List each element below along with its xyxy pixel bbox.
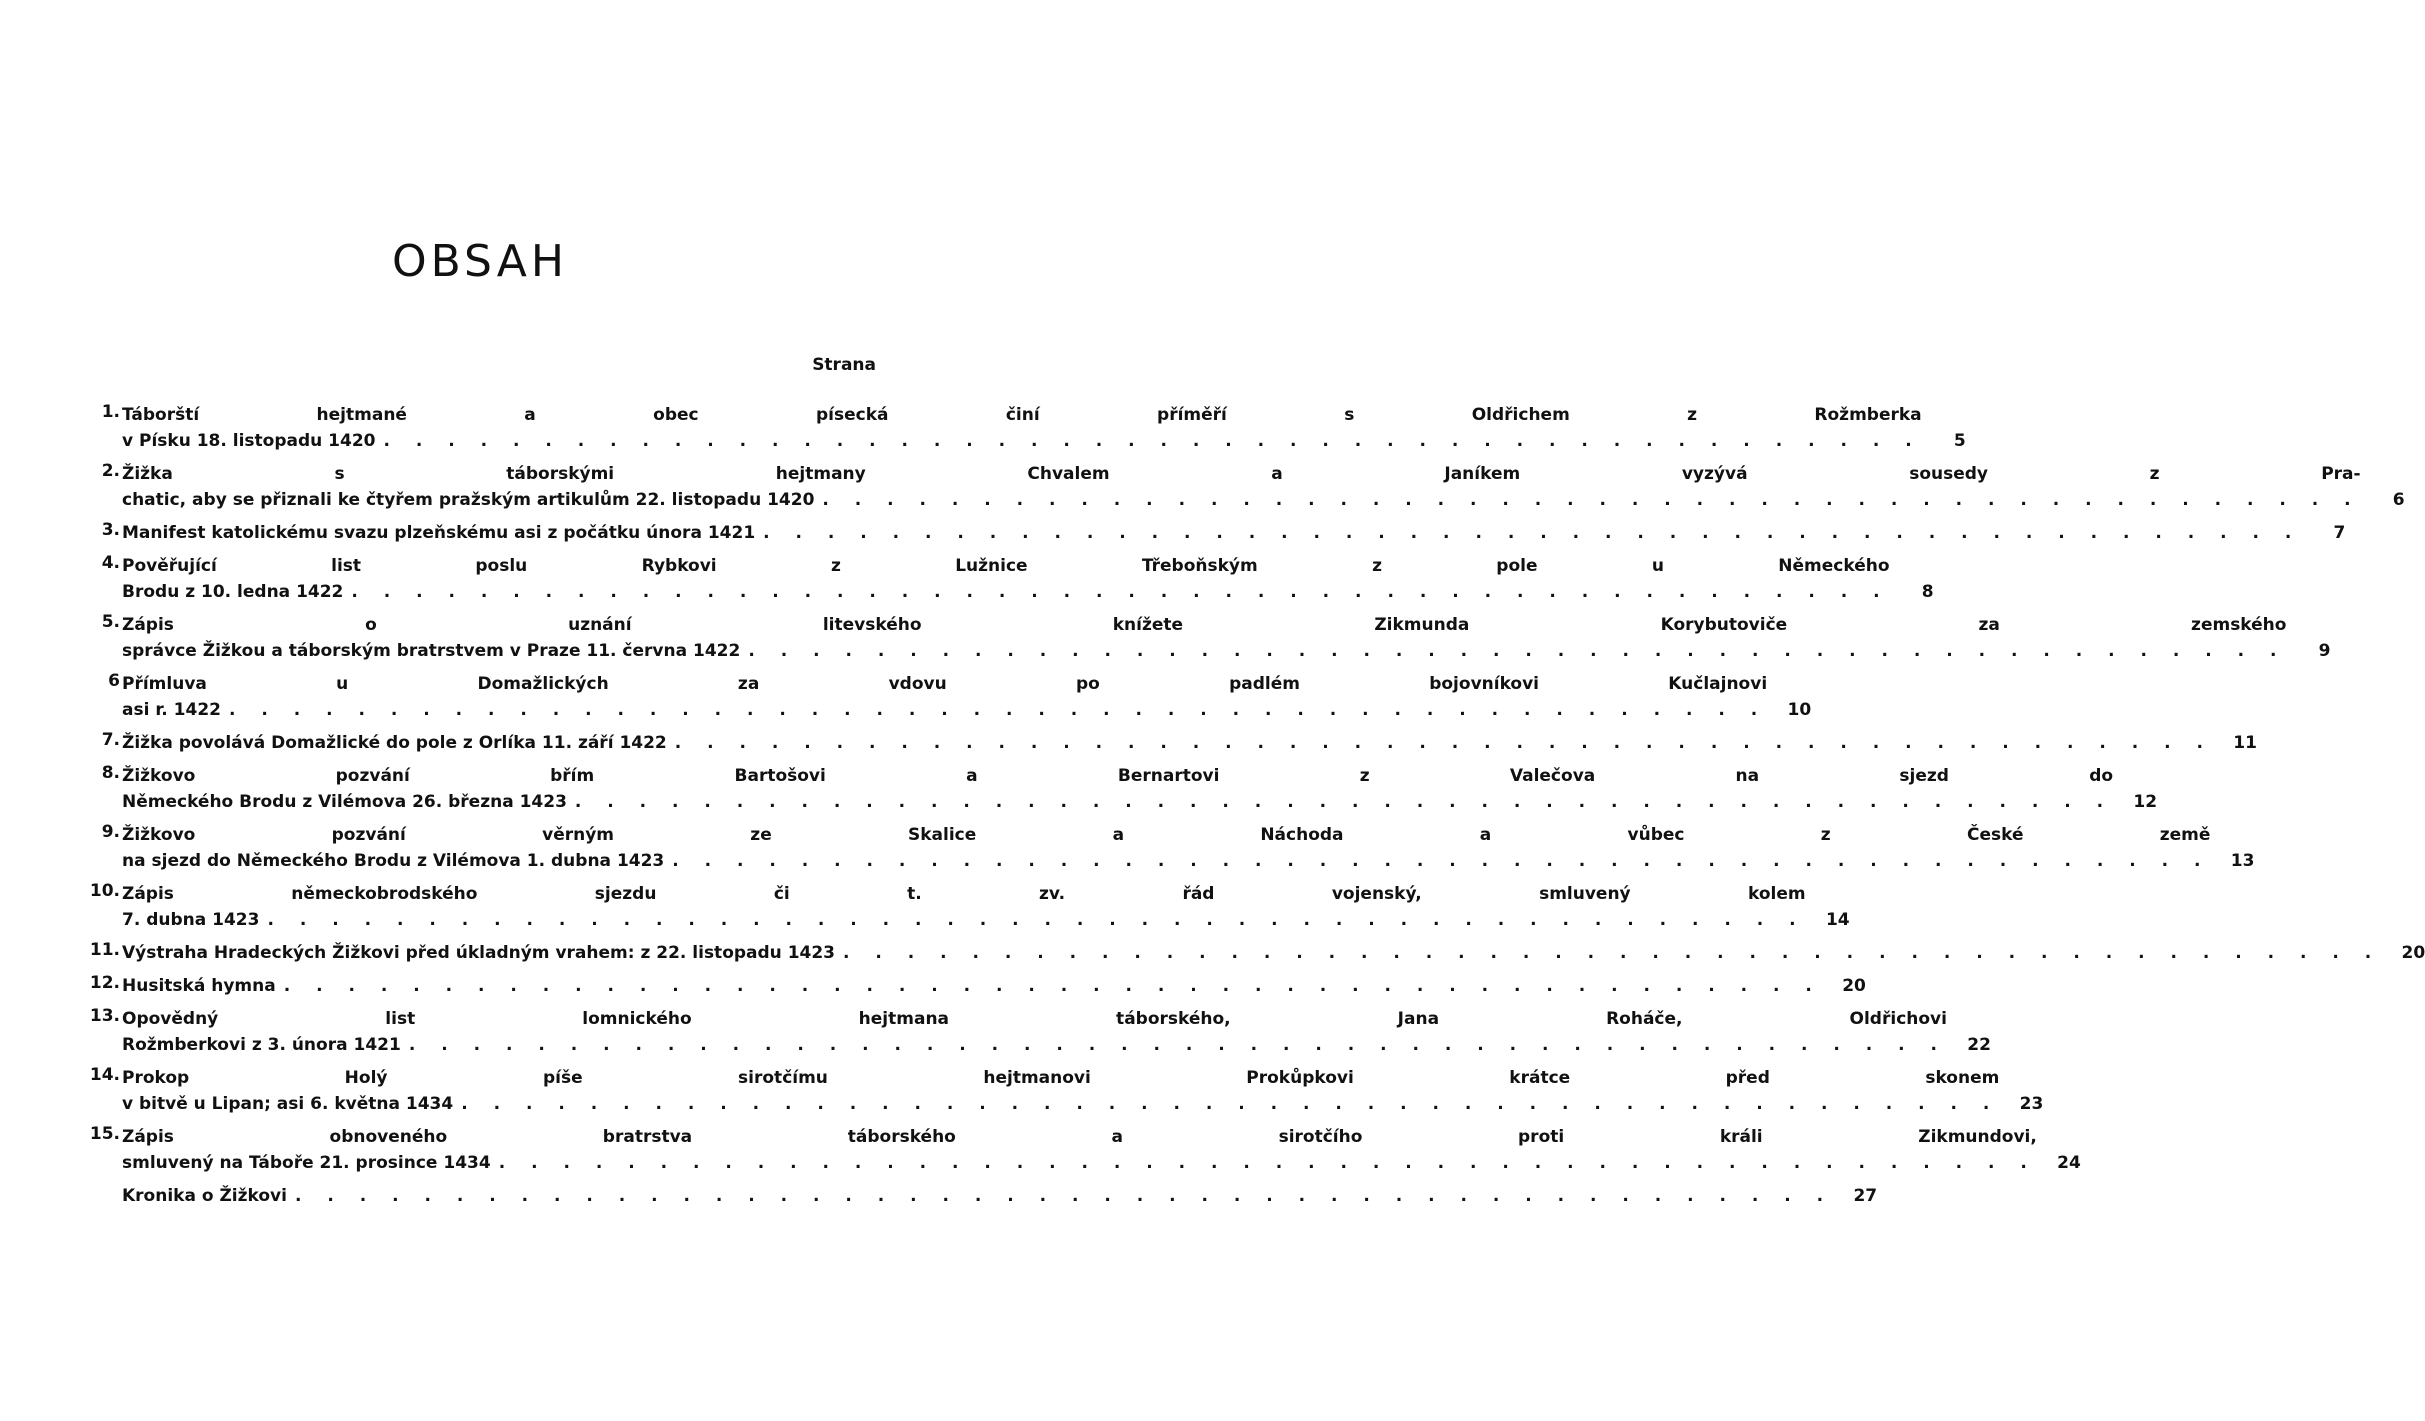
toc-entry-page: 22: [1967, 1035, 1991, 1055]
toc-entry-number: 12.: [89, 973, 120, 993]
toc-entry-text: Žižkovo pozvání věrným ze Skalice a Náchoda a vůbec z České země: [122, 825, 2211, 845]
toc-entry-text: Žižkovo pozvání břím Bartošovi a Bernartovi z Valečova na sjezd do: [122, 766, 2114, 786]
toc-entry-number: 6: [108, 671, 120, 691]
toc-entry-page: 23: [2019, 1094, 2044, 1114]
toc-entry-text: Rožmberkovi z 3. února 1421: [122, 1035, 401, 1055]
toc-entry-text: Zápis německobrodského sjezdu či t. zv. řád vojenský, smluvený kolem: [122, 884, 1806, 904]
page-column-label: Strana: [812, 355, 876, 375]
toc-entry-text: Přímluva u Domažlických za vdovu po padlém bojovníkovi Kučlajnovi: [122, 674, 1768, 694]
toc-entry[interactable]: [82, 612, 2331, 664]
toc-entry[interactable]: [82, 553, 1934, 605]
table-of-contents: [82, 402, 2425, 1216]
dot-leader: . . . . . . . . . . . . . . . . . . . . . . . . . . . . . . . . . . . . . . . . . . . . . . . .: [351, 582, 1890, 602]
toc-entry[interactable]: [82, 461, 2405, 513]
toc-entry[interactable]: [82, 1183, 1878, 1209]
toc-entry-page: 12: [2133, 792, 2158, 812]
toc-entry-text: chatic, aby se přiznali ke čtyřem pražským artikulům 22. listopadu 1420: [122, 490, 815, 510]
toc-entry-page: 13: [2230, 851, 2255, 871]
dot-leader: . . . . . . . . . . . . . . . . . . . . . . . . . . . . . . . . . . . . . . . . . . . . . . . .: [283, 976, 1822, 996]
dot-leader: . . . . . . . . . . . . . . . . . . . . . . . . . . . . . . . . . . . . . . . . . . . . . . . .: [763, 523, 2302, 543]
dot-leader: . . . . . . . . . . . . . . . . . . . . . . . . . . . . . . . . . . . . . . . . . . . . . . . .: [383, 431, 1922, 451]
toc-entry-page: 10: [1787, 700, 1812, 720]
toc-entry-number: [82, 1183, 122, 1209]
toc-entry-text: na sjezd do Německého Brodu z Vilémova 1. dubna 1423: [122, 851, 665, 871]
toc-entry-page: 7: [2333, 523, 2346, 543]
dot-leader: . . . . . . . . . . . . . . . . . . . . . . . . . . . . . . . . . . . . . . . . . . . . . . . .: [672, 851, 2211, 871]
toc-entry-text: v bitvě u Lipan; asi 6. května 1434: [122, 1094, 454, 1114]
toc-entry-text: Žižka povolává Domažlické do pole z Orlíka 11. září 1422: [122, 733, 667, 753]
toc-entry[interactable]: [82, 763, 2158, 815]
toc-entry-page: 27: [1853, 1186, 1878, 1206]
toc-entry-text: Výstraha Hradeckých Žižkovi před úkladným vrahem: z 22. listopadu 1423: [122, 943, 836, 963]
toc-entry-number: 11.: [89, 940, 120, 960]
toc-entry-page: 14: [1825, 910, 1850, 930]
dot-leader: . . . . . . . . . . . . . . . . . . . . . . . . . . . . . . . . . . . . . . . . . . . . . . . .: [461, 1094, 2000, 1114]
toc-entry-text: Manifest katolickému svazu plzeňskému asi z počátku února 1421: [122, 523, 756, 543]
toc-entry-text: Pověřující list poslu Rybkovi z Lužnice Třeboňským z pole u Německého: [122, 556, 1890, 576]
toc-entry-number: 8.: [101, 763, 120, 783]
toc-entry[interactable]: [82, 1065, 2044, 1117]
toc-entry-text: smluvený na Táboře 21. prosince 1434: [122, 1153, 491, 1173]
toc-entry-page: 5: [1953, 431, 1966, 451]
toc-entry[interactable]: [82, 822, 2255, 874]
toc-entry-text: Táborští hejtmané a obec písecká činí příměří s Oldřichem z Rožmberka: [122, 405, 1922, 425]
dot-leader: . . . . . . . . . . . . . . . . . . . . . . . . . . . . . . . . . . . . . . . . . . . . . . . .: [229, 700, 1768, 720]
toc-entry-text: v Písku 18. listopadu 1420: [122, 431, 376, 451]
dot-leader: . . . . . . . . . . . . . . . . . . . . . . . . . . . . . . . . . . . . . . . . . . . . . . . .: [674, 733, 2213, 753]
toc-entry[interactable]: [82, 1006, 1991, 1058]
page-title: OBSAH: [392, 236, 568, 287]
toc-entry-number: 9.: [101, 822, 120, 842]
toc-entry[interactable]: [82, 940, 2425, 966]
toc-entry[interactable]: [82, 402, 1966, 454]
toc-entry-number: 2.: [101, 461, 120, 481]
toc-entry-number: 5.: [101, 612, 120, 632]
toc-entry[interactable]: [82, 881, 1850, 933]
toc-entry-page: 6: [2392, 490, 2405, 510]
toc-entry-text: Opovědný list lomnického hejtmana táborského, Jana Roháče, Oldřichovi: [122, 1009, 1947, 1029]
toc-entry-page: 24: [2057, 1153, 2081, 1173]
toc-entry-number: 1.: [101, 402, 120, 422]
toc-entry-text: Kronika o Žižkovi: [122, 1186, 287, 1206]
dot-leader: . . . . . . . . . . . . . . . . . . . . . . . . . . . . . . . . . . . . . . . . . . . . . . . .: [267, 910, 1806, 930]
toc-entry-number: 15.: [89, 1124, 120, 1144]
toc-entry-text: správce Žižkou a táborským bratrstvem v Praze 11. června 1422: [122, 641, 741, 661]
toc-entry-number: 10.: [89, 881, 120, 901]
toc-entry-text: asi r. 1422: [122, 700, 221, 720]
dot-leader: . . . . . . . . . . . . . . . . . . . . . . . . . . . . . . . . . . . . . . . . . . . . . . . .: [822, 490, 2361, 510]
toc-entry-number: 3.: [101, 520, 120, 540]
toc-entry-text: Žižka s táborskými hejtmany Chvalem a Janíkem vyzývá sousedy z Pra-: [122, 464, 2361, 484]
toc-entry-number: 4.: [101, 553, 120, 573]
toc-entry-number: 13.: [89, 1006, 120, 1026]
toc-entry[interactable]: [82, 730, 2257, 756]
dot-leader: . . . . . . . . . . . . . . . . . . . . . . . . . . . . . . . . . . . . . . . . . . . . . . . .: [294, 1186, 1834, 1206]
toc-entry-page: 20: [1842, 976, 1866, 996]
toc-entry-text: Německého Brodu z Vilémova 26. března 1423: [122, 792, 567, 812]
toc-entry-text: Husitská hymna: [122, 976, 276, 996]
toc-entry-number: 14.: [89, 1065, 120, 1085]
toc-entry[interactable]: [82, 1124, 2081, 1176]
toc-entry-text: Zápis o uznání litevského knížete Zikmunda Korybutoviče za zemského: [122, 615, 2287, 635]
toc-entry[interactable]: [82, 671, 1812, 723]
toc-entry-text: Brodu z 10. ledna 1422: [122, 582, 344, 602]
toc-entry-text: 7. dubna 1423: [122, 910, 260, 930]
dot-leader: . . . . . . . . . . . . . . . . . . . . . . . . . . . . . . . . . . . . . . . . . . . . . . . .: [408, 1035, 1947, 1055]
toc-entry-page: 20: [2401, 943, 2425, 963]
dot-leader: . . . . . . . . . . . . . . . . . . . . . . . . . . . . . . . . . . . . . . . . . . . . . . . .: [843, 943, 2382, 963]
toc-entry-page: 11: [2233, 733, 2257, 753]
toc-entry-text: Prokop Holý píše sirotčímu hejtmanovi Prokůpkovi krátce před skonem: [122, 1068, 2000, 1088]
toc-entry-text: Zápis obnoveného bratrstva táborského a sirotčího proti králi Zikmundovi,: [122, 1127, 2037, 1147]
toc-entry-page: 8: [1921, 582, 1934, 602]
dot-leader: . . . . . . . . . . . . . . . . . . . . . . . . . . . . . . . . . . . . . . . . . . . . . . . .: [574, 792, 2114, 812]
dot-leader: . . . . . . . . . . . . . . . . . . . . . . . . . . . . . . . . . . . . . . . . . . . . . . . .: [748, 641, 2287, 661]
toc-entry[interactable]: [82, 520, 2346, 546]
dot-leader: . . . . . . . . . . . . . . . . . . . . . . . . . . . . . . . . . . . . . . . . . . . . . . . .: [498, 1153, 2037, 1173]
toc-entry[interactable]: [82, 973, 1866, 999]
toc-entry-page: 9: [2318, 641, 2331, 661]
toc-entry-number: 7.: [101, 730, 120, 750]
